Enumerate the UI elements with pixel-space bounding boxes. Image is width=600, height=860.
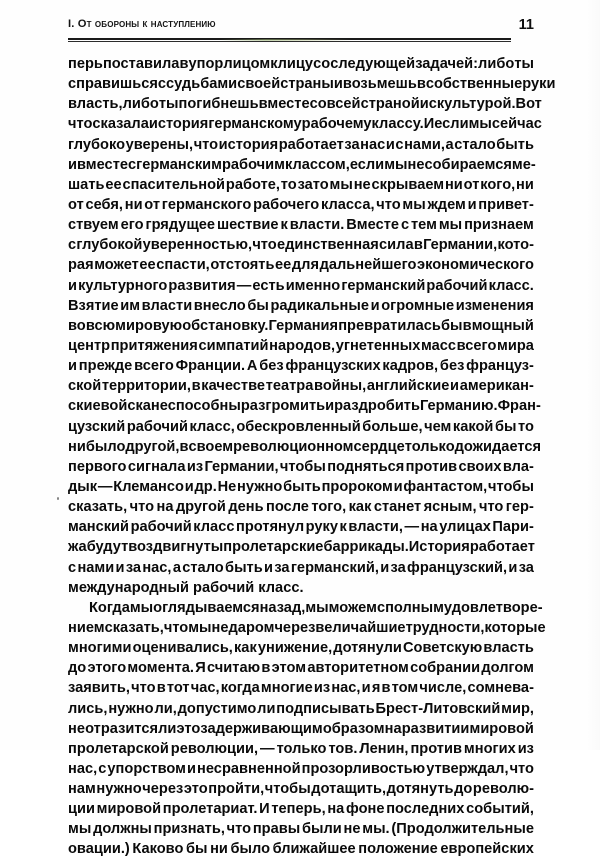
running-head-title: I. От обороны к наступлению <box>68 18 216 30</box>
page-number: 11 <box>518 17 534 33</box>
running-head <box>68 18 534 40</box>
scan-edge-shading <box>586 0 600 750</box>
text-line: и прежде всего Франции. А без французских кадров, без француз- <box>68 358 534 375</box>
paragraph <box>68 598 546 860</box>
paragraph <box>68 54 556 598</box>
text-line: пролетарской революции, — только тов. Ленин, против многих из <box>68 740 534 757</box>
text-line: не отразится ли это задерживающим образом на развитии мировой <box>68 720 534 737</box>
text-line: нам нужно через это пройти, чтобы дотащить, дотянуть до револю- <box>68 781 534 798</box>
text-line: сказать, что на другой день после того, как станет ясным, что гер- <box>68 499 534 516</box>
text-line: Когда мы оглядываемся назад, мы можем с полным удовлетворе- <box>89 599 543 616</box>
text-line: и вместе с германским рабочим классом, если мы не собираемся ме- <box>68 156 536 173</box>
text-line: с глубокой уверенностью, что единственная сила в Германии, кото- <box>68 237 534 254</box>
text-line: центр притяжения симпатий народов, угнетенных масс всего мира <box>68 337 534 354</box>
text-line: нас, с упорством и несравненной прозорливостью утверждал, что <box>68 760 534 777</box>
text-line: ствуем его грядущее шествие к власти. Вместе с тем мы признаем <box>68 217 534 234</box>
header-rule-thin <box>68 41 511 42</box>
text-line: во всю мировую обстановку. Германия превратилась бы в мощный <box>68 317 534 334</box>
text-line: рая может ее спасти, отстоять ее для дальнейшего экономического <box>68 257 534 274</box>
text-line: Взятие им власти внесло бы радикальные и огромные изменения <box>68 297 534 314</box>
header-rule <box>68 38 511 43</box>
text-line: манский рабочий класс протянул руку к власти, — на улицах Пари- <box>68 519 534 536</box>
text-line: лись, нужно ли, допустимо ли подписывать Брест-Литовский мир, <box>68 700 534 717</box>
text-line: ции мировой пролетариат. И теперь, на фоне последних событий, <box>68 801 534 818</box>
text-line: жа будут воздвигнуты пролетарские баррикады. История работает <box>68 539 535 556</box>
text-line: до этого момента. Я считаю в этом авторитетном собрании долгом <box>68 660 534 677</box>
text-line: власть, либо ты погибнешь вместе со всей страной и с культурой. Вот <box>68 96 542 113</box>
text-line: что сказала история германскому рабочему классу. И если мы сейчас <box>68 116 542 133</box>
text-line: первого сигнала из Германии, чтобы подняться против своих вла- <box>68 458 534 475</box>
text-line: цузский рабочий класс, обескровленный больше, чем какой бы то <box>68 418 534 435</box>
text-line: заявить, что в тот час, когда многие из нас, и я в том числе, сомнева- <box>68 680 534 697</box>
text-line: перь поставила в упор лицом к лицу со следующей задачей: либо ты <box>68 56 534 72</box>
text-line: ни было другой, в своем революционном сердце только дожидается <box>68 438 542 455</box>
text-line: и культурного развития — есть именно германский рабочий класс. <box>68 277 534 294</box>
text-line: ской территории, в качестве театра войны, английские и американ- <box>68 378 534 395</box>
text-line: от себя, ни от германского рабочего класса, что мы ждем и привет- <box>68 196 534 213</box>
text-line: мы должны признать, что правы были не мы. (Продолжительные <box>68 821 534 838</box>
text-line: овации.) Каково бы ни было ближайшее положение европейских <box>68 841 534 858</box>
text-line: глубоко уверены, что история работает за нас и с нами, а стало быть <box>68 136 534 153</box>
text-line: справишься с судьбами своей страны и возьмешь в собственные руки <box>68 76 556 93</box>
text-line: нием сказать, что мы недаром через величайшие трудности, которые <box>68 619 546 636</box>
body-text <box>68 54 556 860</box>
text-line: шать ее спасительной работе, то зато мы не скрываем ни от кого, ни <box>68 176 534 193</box>
text-line: с нами и за нас, а стало быть и за германский, и за французский, и за <box>68 559 534 576</box>
scan-speck <box>57 497 59 500</box>
text-line: дык — Клемансо и др. Не нужно быть пророком и фантастом, чтобы <box>68 478 534 495</box>
text-line: многими оценивались, как унижение, дотянули Советскую власть <box>68 640 534 657</box>
text-line: ские войска неспособны разгромить и раздробить Германию. Фран- <box>68 398 541 415</box>
text-line: международный рабочий класс. <box>68 579 304 596</box>
